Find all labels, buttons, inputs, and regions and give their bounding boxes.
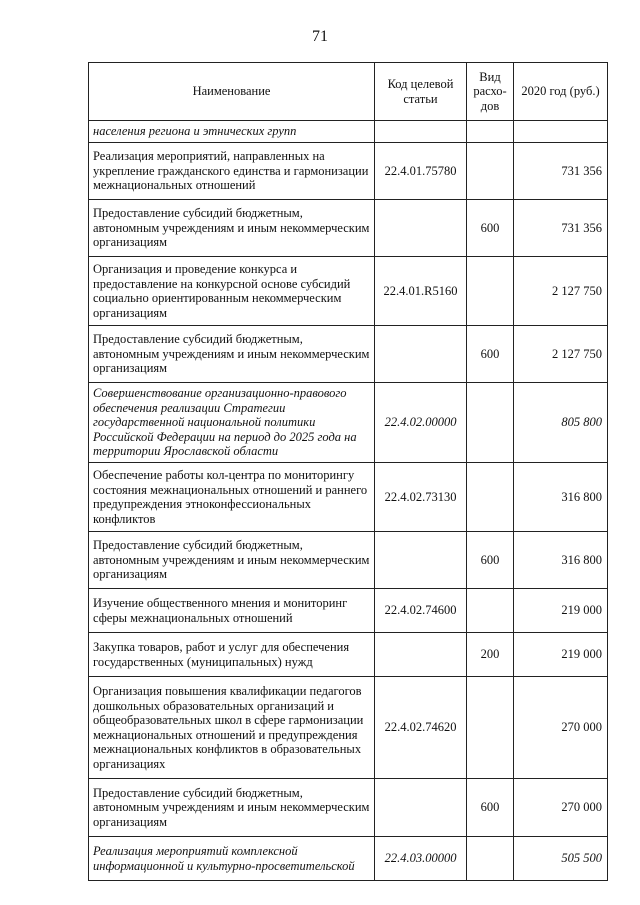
- cell-name: Организация повышения квалификации педагогов дошкольных образовательных организаций и общеобразовательных школ в сфере гармонизации межнациональных отношений и предупреждения межнациональных конфликтов в образовательных организациях: [89, 677, 375, 779]
- cell-name: Закупка товаров, работ и услуг для обеспечения государственных (муниципальных) нужд: [89, 633, 375, 677]
- cell-kind: [467, 463, 514, 532]
- cell-kind: [467, 677, 514, 779]
- table-row: [89, 677, 608, 779]
- cell-amount: 219 000: [514, 589, 608, 633]
- table-header-row: [89, 63, 608, 121]
- cell-kind: [467, 143, 514, 200]
- cell-amount: 2 127 750: [514, 326, 608, 383]
- cell-amount: 2 127 750: [514, 257, 608, 326]
- header-code: Код целевой статьи: [375, 63, 467, 121]
- table-row: [89, 837, 608, 881]
- cell-amount: 316 800: [514, 463, 608, 532]
- table-row: [89, 200, 608, 257]
- cell-amount: 219 000: [514, 633, 608, 677]
- table-row: [89, 589, 608, 633]
- cell-amount: 731 356: [514, 200, 608, 257]
- page-number: 71: [312, 28, 328, 45]
- cell-name: Реализация мероприятий комплексной информационной и культурно-просветительской: [89, 837, 375, 881]
- cell-kind: [467, 121, 514, 143]
- cell-kind: 200: [467, 633, 514, 677]
- cell-kind: 600: [467, 326, 514, 383]
- header-kind: Вид расхо-дов: [467, 63, 514, 121]
- cell-code: 22.4.02.74600: [375, 589, 467, 633]
- cell-amount: 505 500: [514, 837, 608, 881]
- table-row: [89, 383, 608, 463]
- table-row: [89, 257, 608, 326]
- cell-amount: 270 000: [514, 779, 608, 837]
- cell-code: 22.4.01.R5160: [375, 257, 467, 326]
- cell-name: Предоставление субсидий бюджетным, автономным учреждениям и иным некоммерческим организациям: [89, 779, 375, 837]
- table-row: [89, 779, 608, 837]
- cell-kind: 600: [467, 532, 514, 589]
- cell-name: Предоставление субсидий бюджетным, автономным учреждениям и иным некоммерческим организациям: [89, 200, 375, 257]
- budget-table: [88, 62, 608, 881]
- table-row: [89, 463, 608, 532]
- cell-code: [375, 532, 467, 589]
- table-row: [89, 121, 608, 143]
- cell-amount: 270 000: [514, 677, 608, 779]
- cell-amount: [514, 121, 608, 143]
- header-name: Наименование: [89, 63, 375, 121]
- cell-code: 22.4.02.73130: [375, 463, 467, 532]
- table-row: [89, 326, 608, 383]
- cell-name: Обеспечение работы кол-центра по мониторингу состояния межнациональных отношений и раннего предупреждения этноконфессиональных конфликтов: [89, 463, 375, 532]
- cell-amount: 731 356: [514, 143, 608, 200]
- cell-code: 22.4.01.75780: [375, 143, 467, 200]
- cell-kind: [467, 383, 514, 463]
- cell-name: Организация и проведение конкурса и предоставление на конкурсной основе субсидий социально ориентированным некоммерческим организациям: [89, 257, 375, 326]
- cell-name: Реализация мероприятий, направленных на укрепление гражданского единства и гармонизации межнациональных отношений: [89, 143, 375, 200]
- cell-name: Изучение общественного мнения и мониторинг сферы межнациональных отношений: [89, 589, 375, 633]
- table-row: [89, 143, 608, 200]
- table-row: [89, 633, 608, 677]
- cell-kind: 600: [467, 200, 514, 257]
- header-amount: 2020 год (руб.): [514, 63, 608, 121]
- cell-kind: 600: [467, 779, 514, 837]
- cell-name: Предоставление субсидий бюджетным, автономным учреждениям и иным некоммерческим организациям: [89, 532, 375, 589]
- cell-kind: [467, 837, 514, 881]
- cell-code: [375, 779, 467, 837]
- cell-code: 22.4.02.74620: [375, 677, 467, 779]
- cell-name: населения региона и этнических групп: [89, 121, 375, 143]
- cell-code: [375, 200, 467, 257]
- cell-name: Совершенствование организационно-правового обеспечения реализации Стратегии государственной национальной политики Российской Федерации на период до 2025 года на территории Ярославской области: [89, 383, 375, 463]
- cell-kind: [467, 589, 514, 633]
- cell-code: 22.4.02.00000: [375, 383, 467, 463]
- cell-amount: 316 800: [514, 532, 608, 589]
- table-row: [89, 532, 608, 589]
- cell-code: [375, 121, 467, 143]
- cell-code: [375, 326, 467, 383]
- cell-name: Предоставление субсидий бюджетным, автономным учреждениям и иным некоммерческим организациям: [89, 326, 375, 383]
- cell-code: 22.4.03.00000: [375, 837, 467, 881]
- cell-kind: [467, 257, 514, 326]
- cell-code: [375, 633, 467, 677]
- cell-amount: 805 800: [514, 383, 608, 463]
